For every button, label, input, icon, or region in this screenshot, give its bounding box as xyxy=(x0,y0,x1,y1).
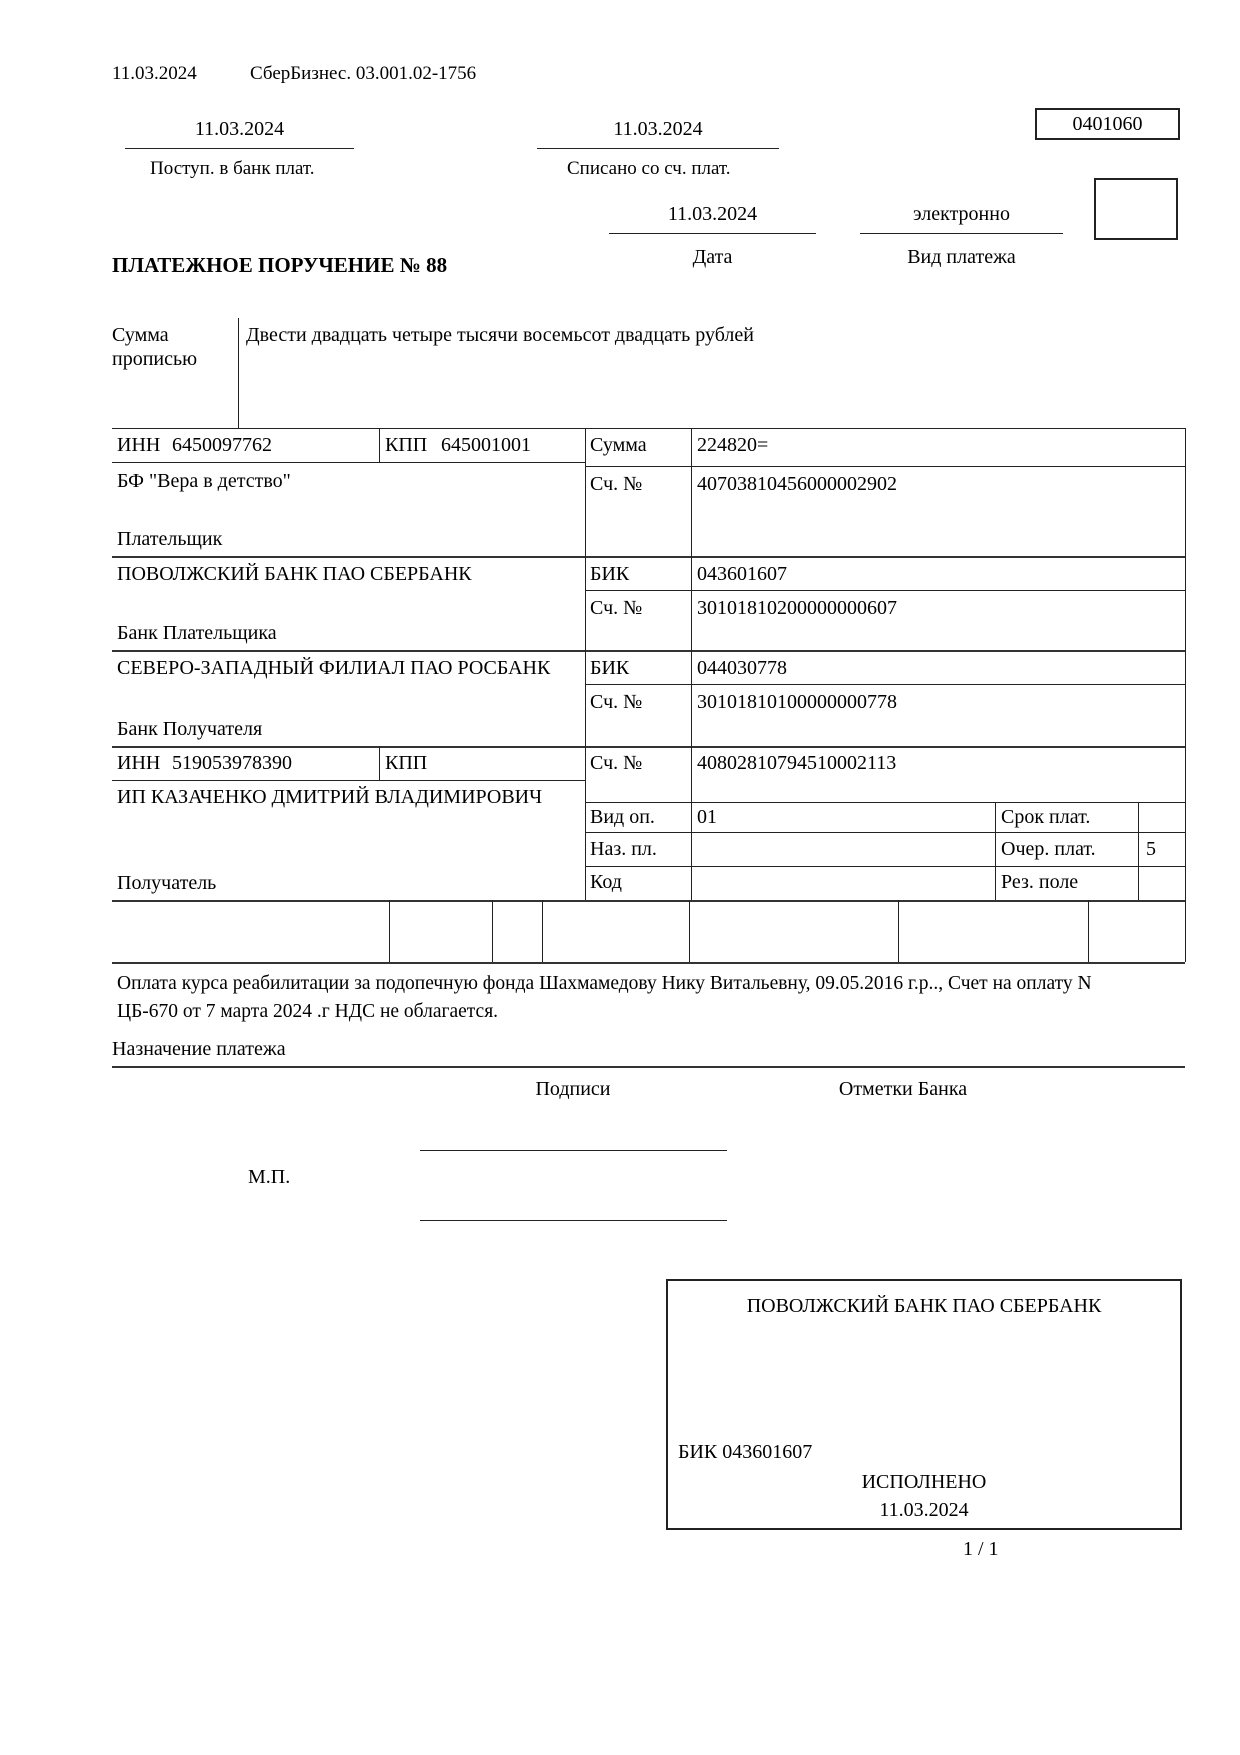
op-kind-value: 01 xyxy=(697,806,717,828)
payment-kind-label: Вид платежа xyxy=(907,246,1016,268)
table-section-line xyxy=(112,650,1185,652)
code-label: Код xyxy=(590,871,622,893)
table-line xyxy=(585,832,1185,833)
table-line xyxy=(112,780,585,781)
doc-date-label: Дата xyxy=(692,246,733,268)
table-line xyxy=(379,746,380,780)
table-section-line xyxy=(112,556,1185,558)
table-line xyxy=(1088,900,1089,962)
purpose-code-label: Наз. пл. xyxy=(590,838,657,860)
debited-date-label: Списано со сч. плат. xyxy=(567,158,731,179)
signature-line xyxy=(420,1220,727,1221)
table-line xyxy=(898,900,899,962)
table-line xyxy=(389,900,390,962)
table-line xyxy=(112,428,1185,429)
form-code-box xyxy=(1035,108,1180,140)
payer-account-label: Сч. № xyxy=(590,473,643,495)
table-line xyxy=(689,900,690,962)
table-line xyxy=(585,866,1185,867)
payee-label: Получатель xyxy=(117,872,217,894)
form-code: 0401060 xyxy=(1072,113,1143,135)
priority-label: Очер. плат. xyxy=(1001,838,1096,860)
received-date-label: Поступ. в банк плат. xyxy=(150,158,315,179)
doc-date-underline xyxy=(609,233,816,234)
stamp-place-label: М.П. xyxy=(248,1166,291,1188)
debited-date-underline xyxy=(537,148,779,149)
payer-inn-label: ИНН xyxy=(117,434,161,456)
table-line xyxy=(112,462,585,463)
table-line xyxy=(585,428,586,900)
payer-bank-bik-label: БИК xyxy=(590,563,630,585)
bank-marks-title: Отметки Банка xyxy=(838,1078,968,1100)
stamp-bik-line: БИК 043601607 xyxy=(678,1441,813,1463)
payee-inn-label: ИНН xyxy=(117,752,161,774)
payee-bank-bik-value: 044030778 xyxy=(697,657,787,679)
table-section-line xyxy=(112,962,1185,964)
amount-words-label-1: Сумма xyxy=(112,324,169,346)
page-indicator: 1 / 1 xyxy=(963,1538,999,1560)
payee-bank-account-value: 30101810100000000778 xyxy=(697,691,897,713)
reserve-field-label: Рез. поле xyxy=(1001,871,1079,893)
debited-date-value: 11.03.2024 xyxy=(613,118,703,140)
payer-bank-bik-value: 043601607 xyxy=(697,563,787,585)
received-date-underline xyxy=(125,148,354,149)
payment-kind-value: электронно xyxy=(913,203,1010,225)
table-line xyxy=(585,590,1185,591)
payee-bank-name: СЕВЕРО-ЗАПАДНЫЙ ФИЛИАЛ ПАО РОСБАНК xyxy=(117,657,551,679)
signature-line xyxy=(420,1150,727,1151)
payee-name: ИП КАЗАЧЕНКО ДМИТРИЙ ВЛАДИМИРОВИЧ xyxy=(117,786,543,808)
stamp-date: 11.03.2024 xyxy=(879,1499,969,1521)
payer-bank-label: Банк Плательщика xyxy=(117,622,277,644)
payer-bank-name: ПОВОЛЖСКИЙ БАНК ПАО СБЕРБАНК xyxy=(117,563,472,585)
table-line xyxy=(585,802,1185,803)
stamp-status: ИСПОЛНЕНО xyxy=(861,1471,987,1493)
payee-inn-value: 519053978390 xyxy=(172,752,292,774)
amount-words-label-2: прописью xyxy=(112,348,198,370)
priority-value: 5 xyxy=(1146,838,1156,860)
table-line xyxy=(1185,428,1186,962)
bank-stamp-box xyxy=(666,1279,1182,1530)
amount-value: 224820= xyxy=(697,434,769,456)
due-date-label: Срок плат. xyxy=(1001,806,1091,828)
payment-purpose-label: Назначение платежа xyxy=(112,1038,286,1060)
table-line xyxy=(1138,802,1139,900)
table-line xyxy=(379,428,380,462)
payer-bank-account-label: Сч. № xyxy=(590,597,643,619)
payee-account-value: 40802810794510002113 xyxy=(697,752,897,774)
payee-account-label: Сч. № xyxy=(590,752,643,774)
table-section-line xyxy=(112,746,1185,748)
payee-bank-bik-label: БИК xyxy=(590,657,630,679)
op-kind-label: Вид оп. xyxy=(590,806,655,828)
payment-kind-underline xyxy=(860,233,1063,234)
received-date-value: 11.03.2024 xyxy=(194,118,285,140)
signatures-title: Подписи xyxy=(535,1078,611,1100)
table-line xyxy=(492,900,493,962)
table-line xyxy=(542,900,543,962)
table-line xyxy=(585,466,1185,467)
status-code-box xyxy=(1094,178,1178,240)
payer-account-value: 40703810456000002902 xyxy=(697,473,897,495)
amount-label: Сумма xyxy=(590,434,647,456)
table-line xyxy=(691,428,692,900)
table-line xyxy=(995,802,996,900)
table-section-line xyxy=(112,900,1185,902)
payer-bank-account-value: 30101810200000000607 xyxy=(697,597,897,619)
payee-kpp-label: КПП xyxy=(385,752,428,774)
payment-purpose-text: Оплата курса реабилитации за подопечную фонда Шахмамедову Нику Витальевну, 09.05.2016 г.р.., Счет на оплату N ЦБ-670 от 7 марта 2024 .г НДС не облагается. xyxy=(117,973,1092,1022)
payer-kpp-label: КПП xyxy=(385,434,428,456)
header-date: 11.03.2024 xyxy=(112,63,197,84)
doc-date-value: 11.03.2024 xyxy=(667,203,758,225)
table-line xyxy=(585,684,1185,685)
payer-inn-value: 6450097762 xyxy=(172,434,272,456)
payee-bank-label: Банк Получателя xyxy=(117,718,263,740)
payer-name: БФ "Вера в детство" xyxy=(117,470,291,492)
payer-kpp-value: 645001001 xyxy=(441,434,531,456)
payer-label: Плательщик xyxy=(117,528,223,550)
page-title: ПЛАТЕЖНОЕ ПОРУЧЕНИЕ № 88 xyxy=(112,253,448,277)
purpose-underline xyxy=(112,1066,1185,1068)
stamp-bank-name: ПОВОЛЖСКИЙ БАНК ПАО СБЕРБАНК xyxy=(746,1295,1102,1317)
amount-words-value: Двести двадцать четыре тысячи восемьсот двадцать рублей xyxy=(246,324,754,346)
payee-bank-account-label: Сч. № xyxy=(590,691,643,713)
header-app-version: СберБизнес. 03.001.02-1756 xyxy=(250,63,477,84)
amount-words-divider xyxy=(238,318,239,428)
